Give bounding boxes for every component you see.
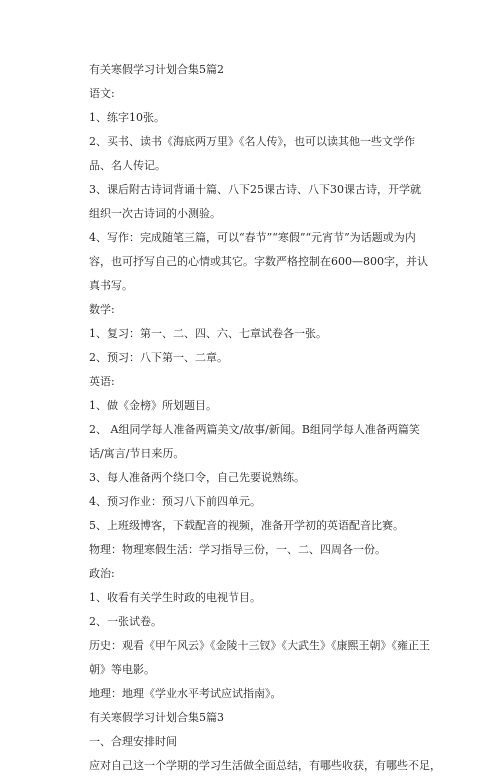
time-paragraph: 应对自己这一个学期的学习生活做全面总结，有哪些收获，有哪些不足， bbox=[89, 759, 441, 772]
chinese-item-1: 1、练字10张。 bbox=[89, 111, 165, 124]
english-item-5: 5、上班级博客，下载配音的视频，准备开学初的英语配音比赛。 bbox=[89, 519, 404, 532]
english-item-4: 4、预习作业：预习八下前四单元。 bbox=[89, 495, 261, 508]
chinese-item-2: 2、买书、读书《海底两万里》《名人传》，也可以读其他一些文学作品、名人传记。 bbox=[89, 135, 415, 172]
english-item-1: 1、做《金榜》所划题目。 bbox=[89, 399, 217, 412]
document-title: 有关寒假学习计划合集5篇2 bbox=[89, 63, 224, 76]
history-line: 历史：观看《甲午风云》《金陵十三钗》《大武生》《康熙王朝》《雍正王朝》等电影。 bbox=[89, 639, 430, 676]
chinese-item-3: 3、课后附古诗词背诵十篇、八下25课古诗、八下30课古诗，开学就组织一次古诗词的小测验。 bbox=[89, 183, 421, 220]
document-title-2: 有关寒假学习计划合集5篇3 bbox=[89, 711, 224, 724]
section-heading-english: 英语: bbox=[89, 375, 115, 388]
english-item-3: 3、每人准备两个绕口令，自己先要说熟练。 bbox=[89, 471, 305, 484]
section-heading-time: 一、合理安排时间 bbox=[89, 735, 177, 748]
geography-line: 地理：地理《学业水平考试应试指南》。 bbox=[89, 687, 282, 700]
section-heading-math: 数学: bbox=[89, 303, 115, 316]
politics-item-2: 2、一张试卷。 bbox=[89, 615, 162, 628]
math-item-1: 1、复习：第一、二、四、六、七章试卷各一张。 bbox=[89, 327, 327, 340]
section-heading-politics: 政治: bbox=[89, 567, 115, 580]
politics-item-1: 1、收看有关学生时政的电视节目。 bbox=[89, 591, 261, 604]
english-item-2: 2、 A组同学每人准备两篇美文/故事/新闻。B组同学每人准备两篇笑话/寓言/节日来历。 bbox=[89, 423, 420, 460]
chinese-item-4: 4、写作：完成随笔三篇，可以“春节”“寒假”“元宵节”为话题或为内容，也可抒写自己的心情或其它。字数严格控制在600—800字，并认真书写。 bbox=[89, 231, 428, 292]
section-heading-chinese: 语文: bbox=[89, 87, 115, 100]
physics-line: 物理：物理寒假生活：学习指导三份，一、二、四周各一份。 bbox=[89, 543, 386, 556]
math-item-2: 2、预习：八下第一、二章。 bbox=[89, 351, 228, 364]
